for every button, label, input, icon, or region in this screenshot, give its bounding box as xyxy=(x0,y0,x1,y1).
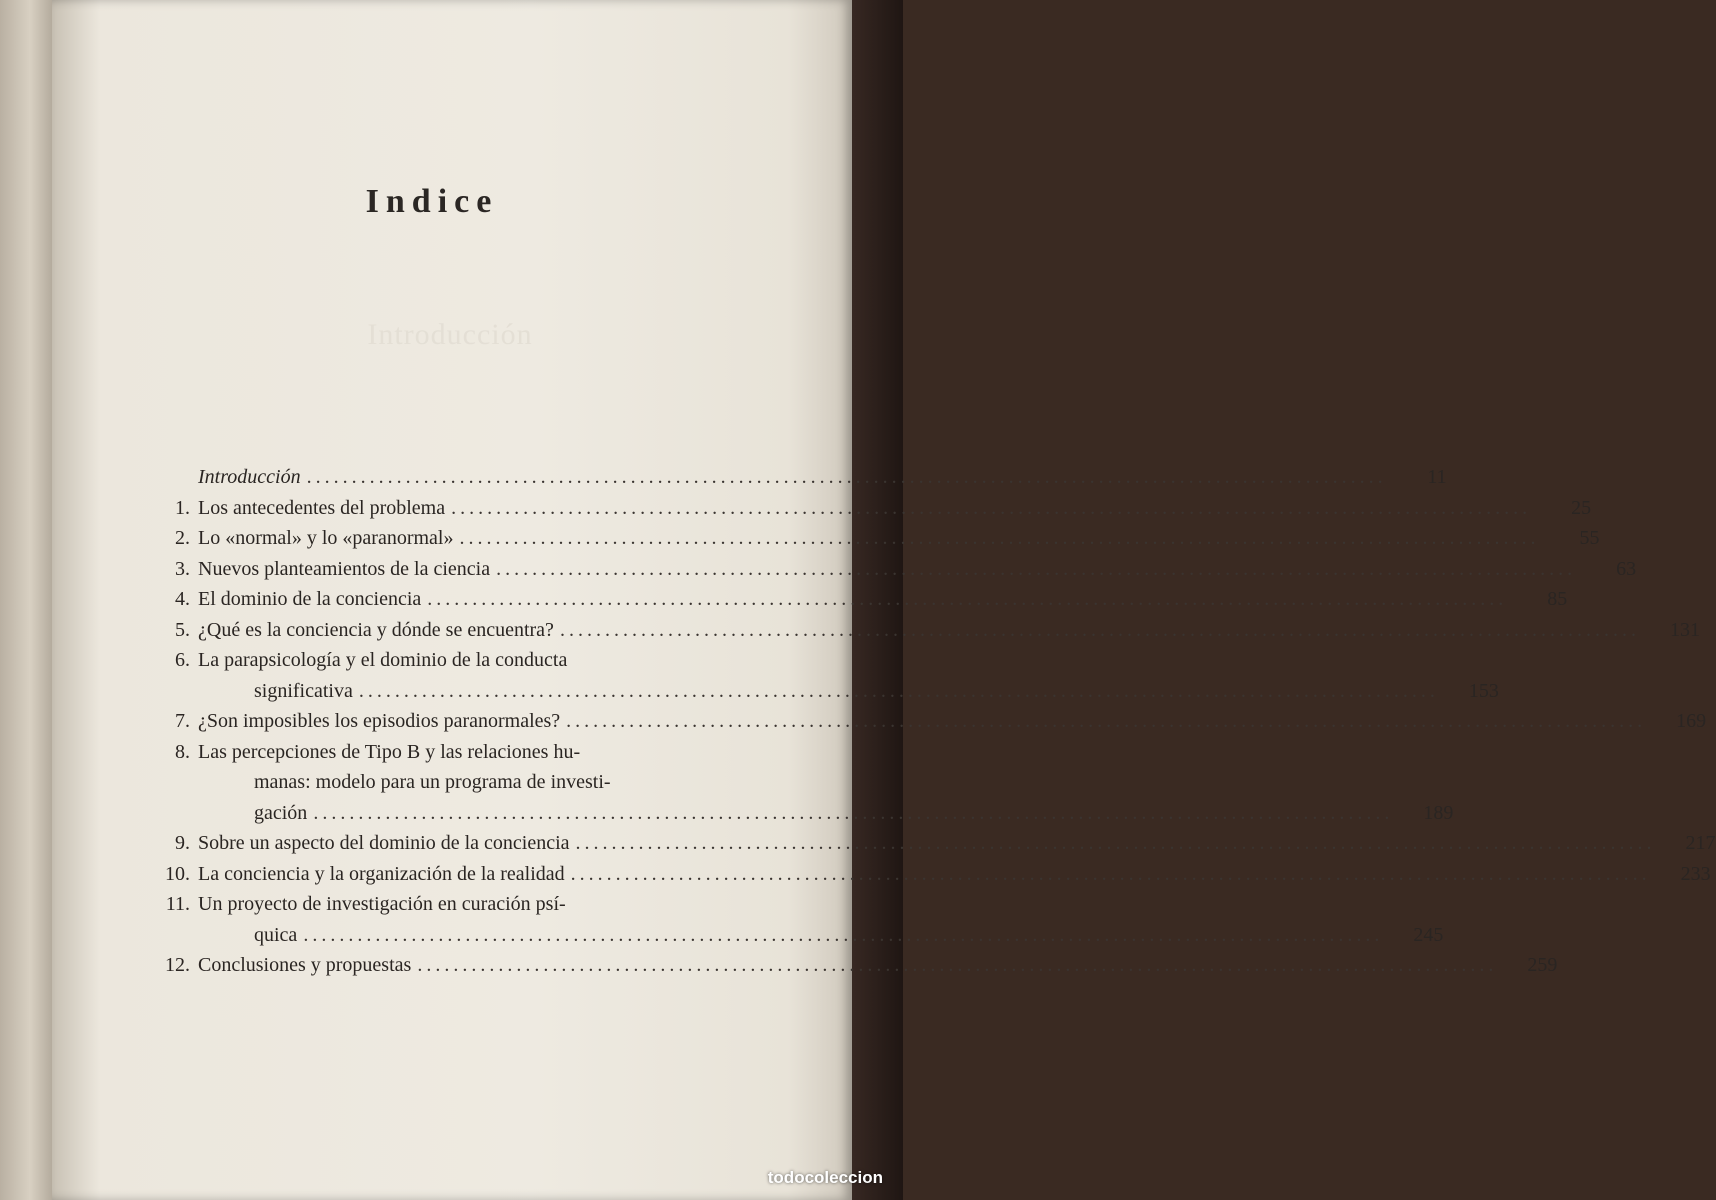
toc-entry-title: Las percepciones de Tipo B y las relaciones hu- xyxy=(198,740,581,763)
toc-entry-title: ¿Son imposibles los episodios paranormales? xyxy=(198,710,561,732)
toc-entry-line xyxy=(142,706,1707,737)
toc-entry-line xyxy=(142,462,1447,493)
toc-entry-number: 11. xyxy=(165,893,190,915)
toc-entry-line xyxy=(142,676,1499,707)
toc-entry-number: 8. xyxy=(175,740,190,763)
toc-leader-dots: ........................................................................................................................ xyxy=(496,557,1577,580)
toc-entry-line xyxy=(142,523,1600,554)
toc-entry-line xyxy=(142,798,1454,829)
toc-page-number: 131 xyxy=(1669,618,1700,641)
toc-entry-title: Sobre un aspecto del dominio de la conciencia xyxy=(198,832,570,854)
toc-entry-title: ¿Qué es la conciencia y dónde se encuentra? xyxy=(198,618,554,641)
toc-entry-title: Nuevos planteamientos de la ciencia xyxy=(198,557,491,580)
toc-leader-dots: ........................................................................................................................ xyxy=(575,832,1656,854)
toc-entry-line xyxy=(142,859,1711,890)
toc-entry-line xyxy=(142,645,787,676)
toc-page-number: 11 xyxy=(1427,466,1447,488)
toc-entry-line xyxy=(142,737,787,768)
toc-leader-dots: ........................................................................................................................ xyxy=(306,466,1387,488)
toc-entry-number: 12. xyxy=(165,954,190,976)
toc-leader-dots: ........................................................................................................................ xyxy=(451,496,1532,519)
toc-entry-number: 5. xyxy=(175,618,190,641)
toc-entry-title: Los antecedentes del problema xyxy=(198,496,446,519)
toc-entry-line xyxy=(142,493,1592,524)
toc-entry-title: gación xyxy=(254,801,308,824)
toc-page-number: 189 xyxy=(1423,801,1454,824)
toc-leader-dots: ........................................................................................................................ xyxy=(566,710,1647,732)
page-title: Indice xyxy=(365,183,499,220)
toc-leader-dots: ........................................................................................................................ xyxy=(417,954,1498,976)
toc-page-number: 233 xyxy=(1680,862,1711,885)
toc-entry-title: La conciencia y la organización de la realidad xyxy=(198,862,565,885)
toc-entry-line xyxy=(142,615,1700,646)
toc-entry-number: 10. xyxy=(165,862,190,885)
toc-page-number: 153 xyxy=(1468,679,1499,702)
toc-entry-title: La parapsicología y el dominio de la conducta xyxy=(198,649,568,671)
toc-entry-line xyxy=(142,889,787,920)
toc-leader-dots: ........................................................................................................................ xyxy=(570,862,1651,885)
toc-entry-number: 1. xyxy=(175,496,190,519)
toc-page-number: 55 xyxy=(1579,527,1600,549)
watermark: todocoleccion xyxy=(767,1168,883,1187)
toc-leader-dots: ........................................................................................................................ xyxy=(459,527,1540,549)
table-of-contents xyxy=(142,462,1716,981)
toc-leader-dots: ........................................................................................................................ xyxy=(559,618,1640,641)
toc-leader-dots: ........................................................................................................................ xyxy=(427,588,1508,610)
toc-leader-dots: ........................................................................................................................ xyxy=(303,923,1384,946)
toc-entry-title: Un proyecto de investigación en curación psí- xyxy=(198,893,566,915)
toc-entry-number: 9. xyxy=(175,832,190,854)
toc-entry-line xyxy=(142,554,1637,585)
toc-entry-number: 3. xyxy=(175,557,190,580)
toc-entry-number: 6. xyxy=(175,649,190,671)
toc-entry-line xyxy=(142,767,787,798)
toc-leader-dots: ........................................................................................................................ xyxy=(313,801,1394,824)
toc-entry-number: 2. xyxy=(175,527,190,549)
toc-entry-line xyxy=(142,584,1568,615)
toc-page-number: 217 xyxy=(1685,832,1716,854)
book-page xyxy=(52,0,1716,1200)
toc-entry-line xyxy=(142,920,1444,951)
left-page-edge xyxy=(0,0,60,1200)
show-through-text: Introducción xyxy=(367,318,533,351)
toc-entry-number: 4. xyxy=(175,588,190,610)
toc-entry-title: Conclusiones y propuestas xyxy=(198,954,412,976)
toc-entry-title: manas: modelo para un programa de investi- xyxy=(254,771,611,793)
toc-entry-title: El dominio de la conciencia xyxy=(198,588,422,610)
toc-entry-title: significativa xyxy=(254,679,353,702)
toc-page-number: 85 xyxy=(1547,588,1568,610)
toc-entry-title: quica xyxy=(254,923,298,946)
toc-entry-line xyxy=(142,950,1558,981)
toc-entry-line xyxy=(142,828,1716,859)
toc-entry-title: Lo «normal» y lo «paranormal» xyxy=(198,527,454,549)
toc-page-number: 169 xyxy=(1676,710,1707,732)
toc-page-number: 259 xyxy=(1527,954,1558,976)
toc-page-number: 63 xyxy=(1616,557,1637,580)
toc-leader-dots: ........................................................................................................................ xyxy=(358,679,1439,702)
toc-page-number: 245 xyxy=(1413,923,1444,946)
toc-entry-number: 7. xyxy=(175,710,190,732)
toc-page-number: 25 xyxy=(1571,496,1592,519)
toc-entry-title: Introducción xyxy=(198,466,301,488)
